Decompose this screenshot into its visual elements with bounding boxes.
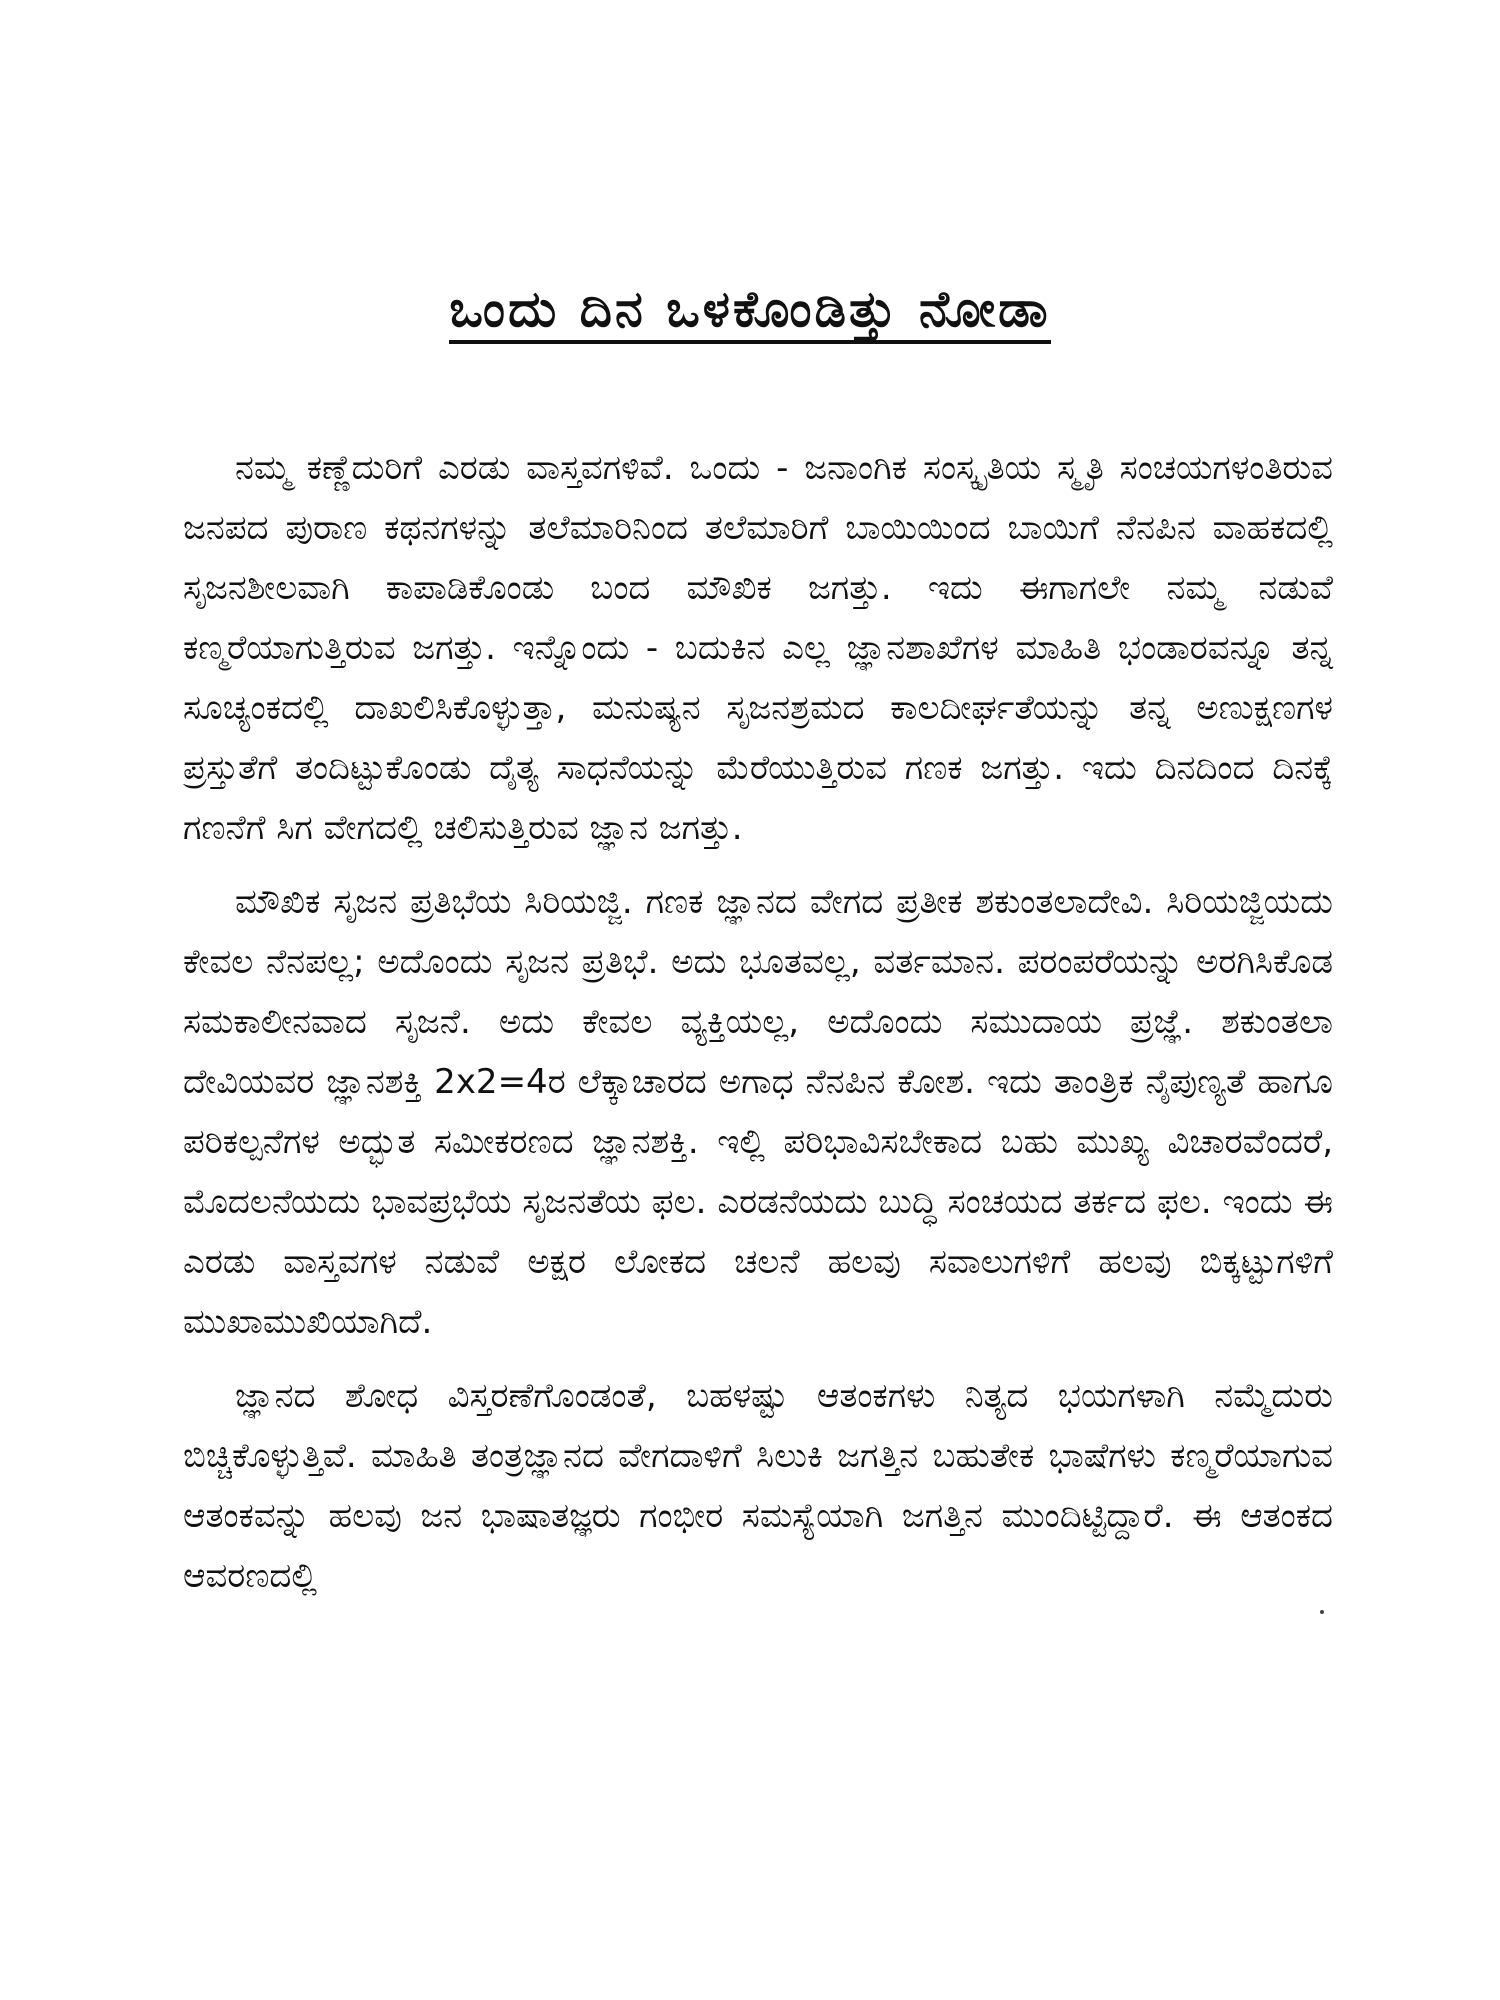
paragraph-3: ಜ್ಞಾನದ ಶೋಧ ವಿಸ್ತರಣೆಗೊಂಡಂತೆ, ಬಹಳಷ್ಟು ಆತಂಕಗಳು ನಿತ್ಯದ ಭಯಗಳಾಗಿ ನಮ್ಮೆದುರು ಬಿಚ್ಚಿಕೊಳ್ಳುತ್ತಿವೆ. ಮಾಹಿತಿ ತಂತ್ರಜ್ಞಾನದ ವೇಗದಾಳಿಗೆ ಸಿಲುಕಿ ಜಗತ್ತಿನ ಬಹುತೇಕ ಭಾಷೆಗಳು ಕಣ್ಮರೆಯಾಗುವ ಆತಂಕವನ್ನು ಹಲವು ಜನ ಭಾಷಾತಜ್ಞರು ಗಂಭೀರ ಸಮಸ್ಯೆಯಾಗಿ ಜಗತ್ತಿನ ಮುಂದಿಟ್ಟಿದ್ದಾರೆ. ಈ ಆತಂಕದ ಆವರಣದಲ್ಲಿ	[183, 1376, 1333, 1596]
body-text	[183, 438, 1333, 1620]
paragraph-1: ನಮ್ಮ ಕಣ್ಣೆದುರಿಗೆ ಎರಡು ವಾಸ್ತವಗಳಿವೆ. ಒಂದು - ಜನಾಂಗಿಕ ಸಂಸ್ಕೃತಿಯ ಸ್ಮೃತಿ ಸಂಚಯಗಳಂತಿರುವ ಜನಪದ ಪುರಾಣ ಕಥನಗಳನ್ನು ತಲೆಮಾರಿನಿಂದ ತಲೆಮಾರಿಗೆ ಬಾಯಿಯಿಂದ ಬಾಯಿಗೆ ನೆನಪಿನ ವಾಹಕದಲ್ಲಿ ಸೃಜನಶೀಲವಾಗಿ ಕಾಪಾಡಿಕೊಂಡು ಬಂದ ಮೌಖಿಕ ಜಗತ್ತು. ಇದು ಈಗಾಗಲೇ ನಮ್ಮ ನಡುವೆ ಕಣ್ಮರೆಯಾಗುತ್ತಿರುವ ಜಗತ್ತು. ಇನ್ನೊಂದು - ಬದುಕಿನ ಎಲ್ಲ ಜ್ಞಾನಶಾಖೆಗಳ ಮಾಹಿತಿ ಭಂಡಾರವನ್ನೂ ತನ್ನ ಸೂಚ್ಯಂಕದಲ್ಲಿ ದಾಖಲಿಸಿಕೊಳ್ಳುತ್ತಾ, ಮನುಷ್ಯನ ಸೃಜನಶ್ರಮದ ಕಾಲದೀರ್ಘತೆಯನ್ನು ತನ್ನ ಅಣುಕ್ಷಣಗಳ ಪ್ರಸ್ತುತೆಗೆ ತಂದಿಟ್ಟುಕೊಂಡು ದೈತ್ಯ ಸಾಧನೆಯನ್ನು ಮೆರೆಯುತ್ತಿರುವ ಗಣಕ ಜಗತ್ತು. ಇದು ದಿನದಿಂದ ದಿನಕ್ಕೆ ಗಣನೆಗೆ ಸಿಗ ವೇಗದಲ್ಲಿ ಚಲಿಸುತ್ತಿರುವ ಜ್ಞಾನ ಜಗತ್ತು.	[183, 448, 1333, 848]
page-title	[0, 280, 1500, 339]
page-title-text: ಒಂದು ದಿನ ಒಳಕೊಂಡಿತ್ತು ನೋಡಾ	[449, 280, 1050, 344]
scan-speck	[1320, 1610, 1324, 1614]
paragraph-2: ಮೌಖಿಕ ಸೃಜನ ಪ್ರತಿಭೆಯ ಸಿರಿಯಜ್ಜಿ. ಗಣಕ ಜ್ಞಾನದ ವೇಗದ ಪ್ರತೀಕ ಶಕುಂತಲಾದೇವಿ. ಸಿರಿಯಜ್ಜಿಯದು ಕೇವಲ ನೆನಪಲ್ಲ; ಅದೊಂದು ಸೃಜನ ಪ್ರತಿಭೆ. ಅದು ಭೂತವಲ್ಲ, ವರ್ತಮಾನ. ಪರಂಪರೆಯನ್ನು ಅರಗಿಸಿಕೊಡ ಸಮಕಾಲೀನವಾದ ಸೃಜನೆ. ಅದು ಕೇವಲ ವ್ಯಕ್ತಿಯಲ್ಲ, ಅದೊಂದು ಸಮುದಾಯ ಪ್ರಜ್ಞೆ. ಶಕುಂತಲಾ ದೇವಿಯವರ ಜ್ಞಾನಶಕ್ತಿ 2x2=4ರ ಲೆಕ್ಕಾಚಾರದ ಅಗಾಧ ನೆನಪಿನ ಕೋಶ. ಇದು ತಾಂತ್ರಿಕ ನೈಪುಣ್ಯತೆ ಹಾಗೂ ಪರಿಕಲ್ಪನೆಗಳ ಅದ್ಭುತ ಸಮೀಕರಣದ ಜ್ಞಾನಶಕ್ತಿ. ಇಲ್ಲಿ ಪರಿಭಾವಿಸಬೇಕಾದ ಬಹು ಮುಖ್ಯ ವಿಚಾರವೆಂದರೆ, ಮೊದಲನೆಯದು ಭಾವಪ್ರಭೆಯ ಸೃಜನತೆಯ ಫಲ. ಎರಡನೆಯದು ಬುದ್ಧಿ ಸಂಚಯದ ತರ್ಕದ ಫಲ. ಇಂದು ಈ ಎರಡು ವಾಸ್ತವಗಳ ನಡುವೆ ಅಕ್ಷರ ಲೋಕದ ಚಲನೆ ಹಲವು ಸವಾಲುಗಳಿಗೆ ಹಲವು ಬಿಕ್ಕಟ್ಟುಗಳಿಗೆ ಮುಖಾಮುಖಿಯಾಗಿದೆ.	[183, 882, 1333, 1342]
